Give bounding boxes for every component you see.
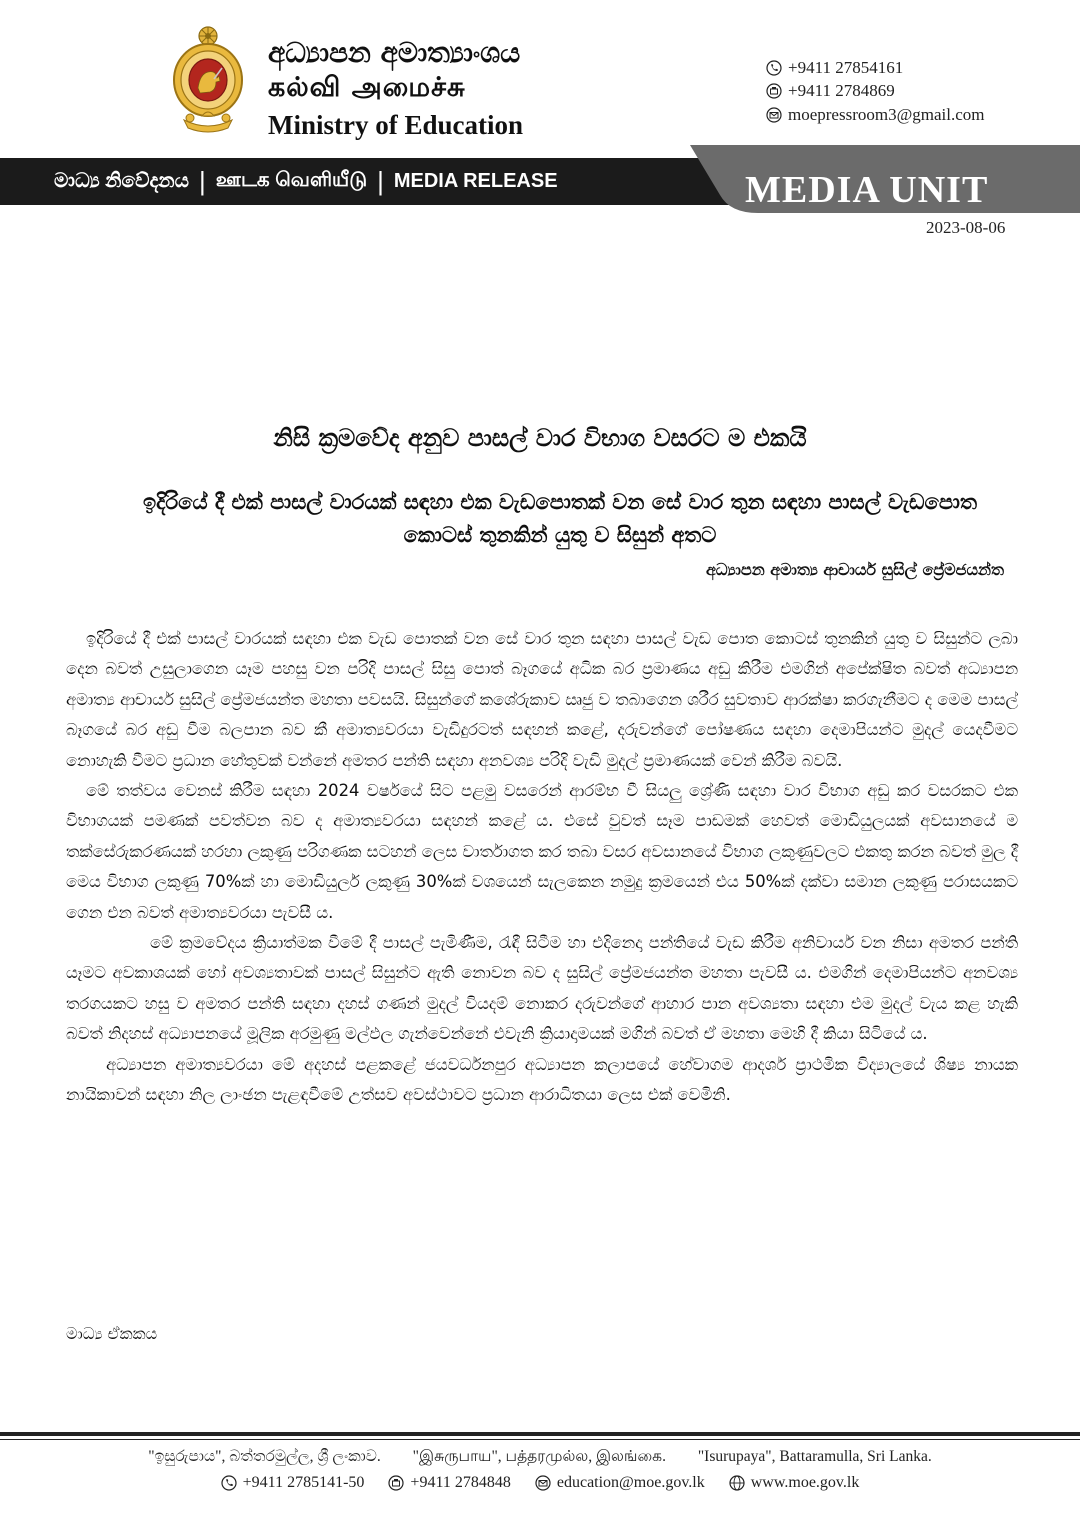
fax-icon bbox=[388, 1475, 404, 1491]
header-fax-value: +9411 2784869 bbox=[788, 81, 895, 100]
footer-rule bbox=[0, 1439, 1080, 1440]
body-paragraph: ඉදිරියේ දී එක් පාසල් වාරයක් සඳහා එක වැඩ පොතක් වන සේ වාර තුන සඳහා පාසල් වැඩ පොත කොටස් තුනකින් යුතු ව සිසුන්ට ලබා දෙන බවත් උසුලාගෙන යෑම පහසු වන පරිදි පාසල් සිසු පොත් බෑගයේ අධික බර ප්‍රමාණය අඩු කිරීම එමගින් අපේක්ෂිත බවත් අධ්‍යාපන අමාත්‍ය ආචාර්ය සුසිල් ප්‍රේමජයන්ත මහතා පවසයි. සිසුන්ගේ කශේරුකාව ඍජු ව තබාගෙන ශරීර සුවතාව ආරක්ෂා කරගැනීමට ද මෙම පාසල් බෑගයේ බර අඩු වීම බලපාන බව කී අමාත්‍යවරයා වැඩිදුරටත් සඳහන් කළේ, දරුවන්ගේ පෝෂණය සඳහා දෙමාපියන්ට මුදල් යෙදවීමට නොහැකි වීමට ප්‍රධාන හේතුවක් වන්නේ අමතර පන්ති සඳහා අනවශ්‍ය පරිදි වැඩි මුදල් ප්‍රමාණයක් වෙන් කිරීම බවයි. bbox=[66, 629, 1018, 770]
header-email-value: moepressroom3@gmail.com bbox=[788, 105, 985, 124]
footer-rule bbox=[0, 1432, 1080, 1436]
footer-fax-value: +9411 2784848 bbox=[410, 1474, 511, 1491]
footer-address-english: "Isurupaya", Battaramulla, Sri Lanka. bbox=[697, 1448, 932, 1465]
banner-separator: | bbox=[199, 166, 206, 196]
ministry-name-tamil: கல்வி அமைச்சு bbox=[268, 72, 466, 103]
body-paragraph: මේ ක්‍රමවේදය ක්‍රියාත්මක වීමේ දී පාසල් පැමිණීම, රැඳී සිටීම හා එදිනෙදා පන්තියේ වැඩ කිරීම අනිවාර්ය වන නිසා අමතර පන්ති යෑමට අවකාශයක් හෝ අවශ්‍යතාවක් පාසල් සිසුන්ට ඇති නොවන බව ද සුසිල් ප්‍රේමජයන්ත මහතා පැවසී ය. එමගින් දෙමාපියන්ට අනවශ්‍ය තරගයකට හසු ව අමතර පන්ති සඳහා දහස් ගණන් මුදල් වියදම් නොකර දරුවන්ගේ ආහාර පාන අවශ්‍යතා සඳහා එම මුදල් වැය කළ හැකි බවත් නිදහස් අධ්‍යාපනයේ මූලික අරමුණු මල්ඵල ගැන්වෙන්නේ එවැනි ක්‍රියාදාමයක් මගින් බවත් ඒ මහතා මෙහි දී කියා සිටියේ ය. bbox=[66, 933, 1018, 1044]
banner-title-tamil: ஊடக வெளியீடு bbox=[215, 169, 368, 191]
headline: නිසි ක්‍රමවේද අනුව පාසල් වාර විභාග වසරට ම එකයි bbox=[273, 424, 807, 452]
ministry-name-english: Ministry of Education bbox=[268, 110, 524, 140]
footer-email-value: education@moe.gov.lk bbox=[556, 1474, 705, 1491]
fax-icon bbox=[766, 83, 782, 99]
byline: අධ්‍යාපන අමාත්‍ය ආචාර්ය සුසිල් ප්‍රේමජයන්ත bbox=[705, 560, 1004, 579]
media-unit-label: MEDIA UNIT bbox=[745, 169, 989, 211]
phone-icon bbox=[766, 60, 782, 76]
banner-separator: | bbox=[377, 166, 384, 196]
footer-phone bbox=[221, 1474, 365, 1492]
globe-icon bbox=[729, 1475, 745, 1491]
header-phone-value: +9411 27854161 bbox=[788, 58, 904, 77]
email-icon bbox=[535, 1475, 551, 1491]
release-date: 2023-08-06 bbox=[926, 218, 1006, 237]
footer-phone-value: +9411 2785141-50 bbox=[242, 1474, 365, 1491]
ministry-name-sinhala: අධ්‍යාපන අමාත්‍යාංශය bbox=[268, 36, 521, 69]
footer-website-value: www.moe.gov.lk bbox=[750, 1474, 860, 1491]
signoff: මාධ්‍ය ඒකකය bbox=[66, 1324, 158, 1343]
header-phone bbox=[766, 58, 903, 78]
footer-address bbox=[0, 1448, 1080, 1467]
body-paragraph: මේ තත්වය වෙනස් කිරීම සඳහා 2024 වර්ෂයේ සිට පළමු වසරෙන් ආරම්භ වී සියලු ශ්‍රේණි සඳහා වාර විභාග අඩු කර වසරකට එක විභාගයක් පමණක් පවත්වන බව ද අමාත්‍යවරයා සඳහන් කළේ ය. එසේ වුවත් සෑම පාඩමක් හෙවත් මොඩියුලයක් අවසානයේ ම තක්සේරුකරණයක් හරහා ලකුණු පරිගණක සටහන් ලෙස වාර්තාගත කර තබා වසර අවසානයේ විභාග ලකුණුවලට එකතු කරන බවත් මුල දී මෙය විභාග ලකුණු 70%ක් හා මොඩියුලර් ලකුණු 30%ක් වශයෙන් සැලකෙන නමුදු ක්‍රමයෙන් එය 50%ක් දක්වා සමාන ලකුණු පරාසයකට ගෙන එන බවත් අමාත්‍යවරයා පැවසී ය. bbox=[66, 781, 1018, 922]
email-icon bbox=[766, 107, 782, 123]
banner-titles bbox=[54, 158, 558, 205]
banner-title-english: MEDIA RELEASE bbox=[393, 170, 558, 192]
state-emblem-icon bbox=[170, 24, 246, 136]
footer-contacts bbox=[0, 1474, 1080, 1492]
footer-website bbox=[729, 1474, 860, 1492]
footer-address-sinhala: "ඉසුරුපාය", බත්තරමුල්ල, ශ්‍රී ලංකාව. bbox=[148, 1448, 381, 1465]
header-email bbox=[766, 105, 984, 125]
body-paragraph: අධ්‍යාපන අමාත්‍යවරයා මේ අදහස් පළකළේ ජයවර්ධනපුර අධ්‍යාපන කලාපයේ හේවාගම ආදර්ශ ප්‍රාථමික විද්‍යාලයේ ශිෂ්‍ය නායක නායිකාවන් සඳහා නිල ලාංඡන පැළඳවීමේ උත්සව අවස්ථාවට ප්‍රධාන ආරාධිතයා ලෙස එක් වෙමිනි. bbox=[66, 1054, 1018, 1105]
phone-icon bbox=[221, 1475, 237, 1491]
body-text bbox=[66, 624, 1018, 1111]
header-fax bbox=[766, 81, 895, 101]
footer-email bbox=[535, 1474, 705, 1492]
banner-title-sinhala: මාධ්‍ය නිවේදනය bbox=[54, 170, 190, 192]
footer-address-tamil: "இசுருபாய", பத்தரமுல்ல, இலங்கை. bbox=[412, 1448, 666, 1465]
subheadline: ඉදිරියේ දී එක් පාසල් වාරයක් සඳහා එක වැඩපොතක් වන සේ වාර තුන සඳහා පාසල් වැඩපොත කොටස් තුනකින් යුතු ව සිසුන් අතට bbox=[143, 490, 977, 547]
footer-fax bbox=[388, 1474, 510, 1492]
